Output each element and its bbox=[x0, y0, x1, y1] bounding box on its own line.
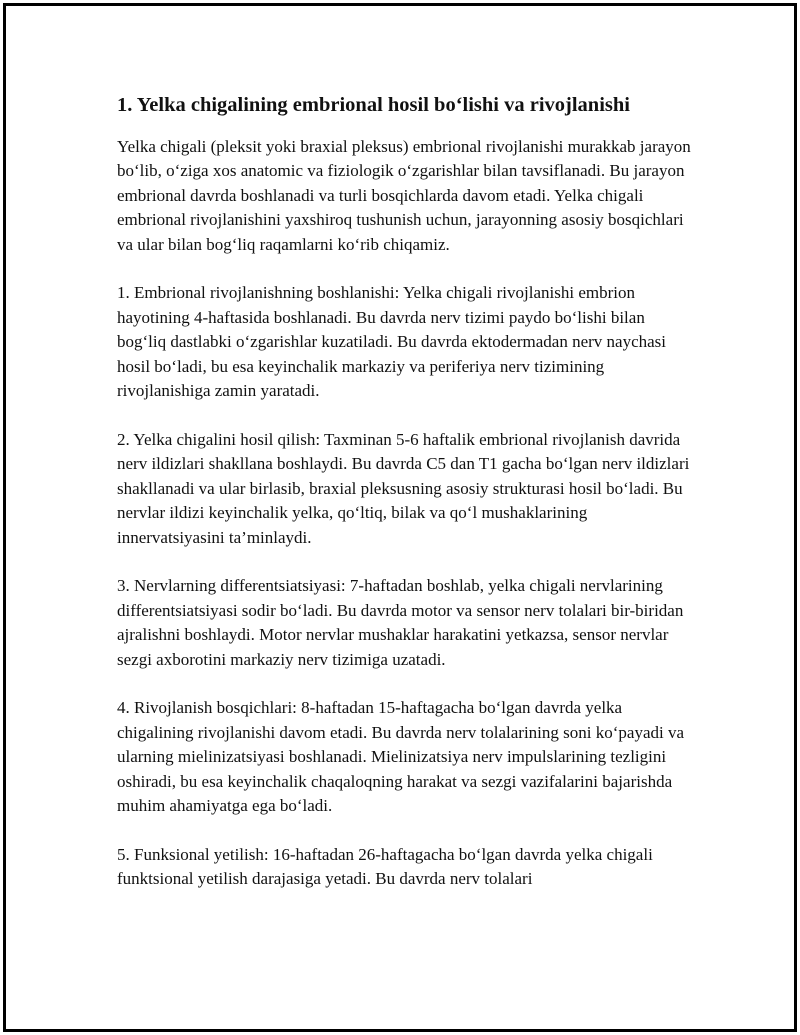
paragraph-stage-3: 3. Nervlarning differentsiatsiyasi: 7-haftadan boshlab, yelka chigali nervlarining differentsiatsiyasi sodir bo‘ladi. Bu davrda motor va sensor nerv tolalari bir-biridan ajralishni boshlaydi. Motor nervlar mushaklar harakatini yetkazsa, sensor nervlar sezgi axborotini markaziy nerv tizimiga uzatadi. bbox=[117, 576, 684, 669]
paragraph-intro: Yelka chigali (pleksit yoki braxial pleksus) embrional rivojlanishi murakkab jarayon bo‘lib, o‘ziga xos anatomic va fiziologik o‘zgarishlar bilan tavsiflanadi. Bu jarayon embrional davrda boshlanadi va turli bosqichlarda davom etadi. Yelka chigali embrional rivojlanishini yaxshiroq tushunish uchun, jarayonning asosiy bosqichlari va ular bilan bog‘liq raqamlarni ko‘rib chiqamiz. bbox=[117, 136, 691, 254]
paragraph-stage-4: 4. Rivojlanish bosqichlari: 8-haftadan 15-haftagacha bo‘lgan davrda yelka chigalining rivojlanishi davom etadi. Bu davrda nerv tolalarining soni ko‘payadi va ularning mielinizatsiyasi boshlanadi. Mielinizatsiya nerv impulslarining tezligini oshiradi, bu esa keyinchalik chaqaloqning harakat va sezgi vazifalarini bajarishda muhim ahamiyatga ega bo‘ladi. bbox=[117, 698, 685, 816]
paragraph-stage-1: 1. Embrional rivojlanishning boshlanishi: Yelka chigali rivojlanishi embrion hayotining 4-haftasida boshlanadi. Bu davrda nerv tizimi paydo bo‘lishi bilan bog‘liq dastlabki o‘zgarishlar kuzatiladi. Bu davrda ektodermadan nerv naychasi hosil bo‘ladi, bu esa keyinchalik markaziy va periferiya nerv tizimining rivojlanishiga zamin yaratadi. bbox=[117, 283, 667, 401]
paragraph-stage-5: 5. Funksional yetilish: 16-haftadan 26-haftagacha bo‘lgan davrda yelka chigali funktsional yetilish darajasiga yetadi. Bu davrda nerv tolalari bbox=[117, 844, 653, 889]
paragraph-stage-2: 2. Yelka chigalini hosil qilish: Taxminan 5-6 haftalik embrional rivojlanish davrida nerv ildizlari shakllana boshlaydi. Bu davrda C5 dan T1 gacha bo‘lgan nerv ildizlari shakllanadi va ular birlasib, braxial pleksusning asosiy strukturasi hosil bo‘ladi. Bu nervlar ildizi keyinchalik yelka, qo‘ltiq, bilak va qo‘l mushaklarining innervatsiyasini ta’minlaydi. bbox=[117, 429, 690, 547]
document-body bbox=[117, 92, 697, 916]
section-heading: 1. Yelka chigalining embrional hosil bo‘lishi va rivojlanishi bbox=[117, 94, 630, 116]
